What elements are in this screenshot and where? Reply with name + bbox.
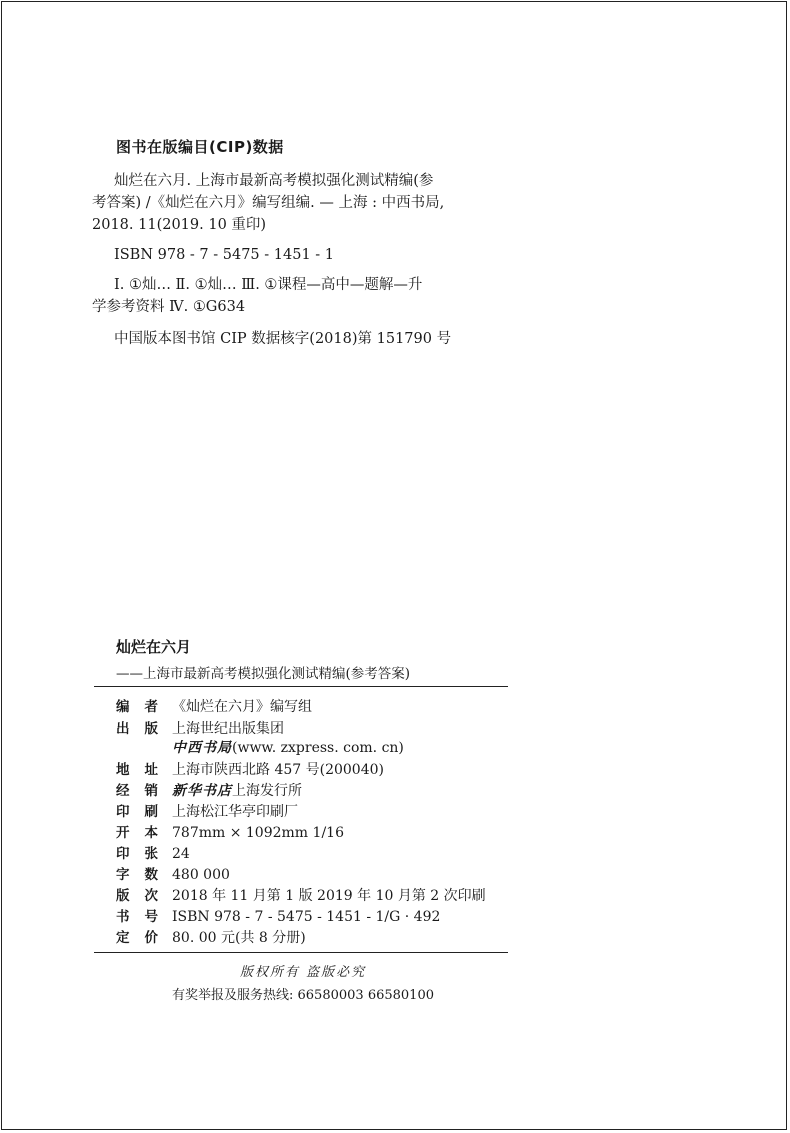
cip-library-number: 中国版本图书馆 CIP 数据核字(2018)第 151790 号 [114, 331, 452, 347]
info-value: 480 000 [172, 867, 230, 883]
info-row-publisher [116, 720, 508, 758]
info-row-words [116, 865, 508, 886]
cip-isbn: ISBN 978 - 7 - 5475 - 1451 - 1 [114, 247, 335, 263]
copyright-notice: 版权所有 盗版必究 [240, 965, 367, 980]
info-value: 新华书店上海发行所 [172, 783, 302, 799]
cip-line-2: 考答案) /《灿烂在六月》编写组编. — 上海 : 中西书局, [92, 195, 445, 211]
info-value: 2018 年 11 月第 1 版 2019 年 10 月第 2 次印刷 [172, 888, 486, 904]
book-subtitle: ——上海市最新高考模拟强化测试精编(参考答案) [116, 666, 411, 682]
divider-bottom [94, 952, 508, 953]
cip-title: 图书在版编目(CIP)数据 [116, 138, 284, 156]
info-value: 上海松江华亭印刷厂 [172, 804, 298, 820]
book-title: 灿烂在六月 [116, 638, 192, 656]
info-row-distributor [116, 781, 508, 802]
info-row-format [116, 823, 508, 844]
cip-line-1: 灿烂在六月. 上海市最新高考模拟强化测试精编(参 [114, 173, 434, 189]
info-value: 787mm × 1092mm 1/16 [172, 825, 344, 841]
divider-top [94, 686, 508, 687]
publication-info [116, 697, 508, 949]
info-row-price [116, 928, 508, 949]
info-label: 印 张 [116, 846, 158, 862]
info-value: 上海市陕西北路 457 号(200040) [172, 762, 384, 778]
cip-subject-1: Ⅰ. ①灿… Ⅱ. ①灿… Ⅲ. ①课程—高中—题解—升 [114, 277, 423, 293]
info-label: 定 价 [116, 930, 158, 946]
info-label: 印 刷 [116, 804, 158, 820]
info-row-sheets [116, 844, 508, 865]
report-hotline: 有奖举报及服务热线: 66580003 66580100 [172, 988, 434, 1003]
info-label: 出 版 [116, 721, 158, 737]
publisher-imprint [172, 739, 508, 758]
publisher-website: (www. zxpress. com. cn) [232, 740, 404, 756]
info-value: ISBN 978 - 7 - 5475 - 1451 - 1/G · 492 [172, 909, 441, 925]
info-row-book-number [116, 907, 508, 928]
cip-line-3: 2018. 11(2019. 10 重印) [92, 217, 267, 233]
info-value [172, 720, 508, 758]
info-label: 开 本 [116, 825, 158, 841]
info-row-printer [116, 802, 508, 823]
cip-subject-2: 学参考资料 Ⅳ. ①G634 [92, 299, 246, 315]
info-value: 24 [172, 846, 190, 862]
info-row-editor [116, 697, 508, 718]
info-label: 版 次 [116, 888, 158, 904]
xinhua-logo: 新华书店 [172, 783, 232, 799]
info-row-address [116, 760, 508, 781]
info-label: 经 销 [116, 783, 158, 799]
info-label: 地 址 [116, 762, 158, 778]
info-value: 《灿烂在六月》编写组 [172, 699, 312, 715]
info-label: 字 数 [116, 867, 158, 883]
info-label: 书 号 [116, 909, 158, 925]
info-row-edition [116, 886, 508, 907]
info-value: 80. 00 元(共 8 分册) [172, 930, 306, 946]
zhongxi-logo: 中西书局 [172, 740, 232, 756]
info-label: 编 者 [116, 699, 158, 715]
publisher-group: 上海世纪出版集团 [172, 721, 284, 737]
